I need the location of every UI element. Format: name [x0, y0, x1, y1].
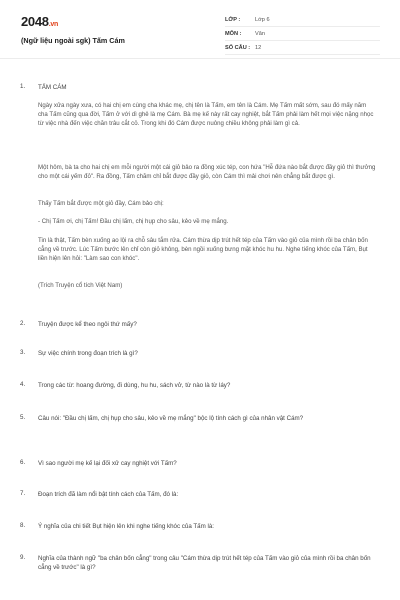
logo-suffix: .vn — [48, 21, 58, 28]
question-text: Đoạn trích đã làm nổi bật tính cách của Tấm, đó là: — [38, 491, 179, 498]
question-number: 6. — [20, 459, 26, 466]
passage-paragraph: - Chị Tấm ơi, chị Tấm! Đầu chị lấm, chị hụp cho sâu, kẻo về mẹ mắng. — [38, 218, 229, 225]
question-number: 4. — [20, 381, 26, 388]
document-title: (Ngữ liệu ngoài sgk) Tấm Cám — [21, 36, 125, 45]
question-number: 5. — [20, 414, 26, 421]
question-item — [0, 83, 400, 289]
passage-title: TẤM CÁM — [38, 84, 67, 91]
meta-row-subject — [225, 27, 380, 41]
question-text: Câu nói: "Đầu chị lấm, chị hụp cho sâu, kẻo về mẹ mắng" bộc lộ tính cách gì của nhân vật Cám? — [38, 415, 304, 422]
passage-paragraph: Ngày xửa ngày xưa, có hai chị em cùng cha khác mẹ, chị tên là Tấm, em tên là Cám. Mẹ Tấm mất sớm, sau đó mấy năm cha Tấm cũng qua đời, Tấm ở với dì ghẻ là mẹ Cám. Bà mẹ kế này rất cay nghiệt, bắt Tấm phải làm hết mọi việc nặng nhọc từ việc nhà đến việc chăn trâu cắt cỏ. Trong khi đó Cám được nuông chiều không phải làm gì cả. — [38, 102, 374, 128]
passage-paragraph: Một hôm, bà ta cho hai chị em mỗi người một cái giỏ bảo ra đồng xúc tép, con hứa "Hễ đứa nào bắt được đầy giỏ thì thưởng cho một cái yếm đỏ". Ra đồng, Tấm chăm chỉ bắt được đầy giỏ, còn Cám thì mải chơi nên chẳng bắt được gì. — [38, 164, 376, 181]
question-text: Ý nghĩa của chi tiết Bụt hiện lên khi nghe tiếng khóc của Tấm là: — [38, 523, 214, 530]
question-text: Vì sao người mẹ kế lại đối xử cay nghiệt với Tấm? — [38, 460, 177, 467]
meta-key: MÔN : — [225, 31, 242, 37]
question-number: 3. — [20, 349, 26, 356]
meta-table — [225, 13, 380, 55]
meta-value: Văn — [255, 31, 265, 37]
passage-paragraph: Tin là thật, Tấm bèn xuống ao lội ra chỗ sâu tắm rửa. Cám thừa dịp trút hết tép của Tấm vào giỏ của mình rồi ba chân bốn cẳng về trước. Lúc Tấm bước lên chỉ còn giỏ không, bèn ngồi xuống bưng mặt khóc hu hu. Nghe tiếng khóc của Tấm, Bụt liền hiện lên hỏi: "Làm sao con khóc". — [38, 237, 368, 263]
question-text: Trong các từ: hoang đường, đi dùng, hu hu, sách vở, từ nào là từ láy? — [38, 382, 231, 389]
passage-source: (Trích Truyện cổ tích Việt Nam) — [38, 282, 123, 289]
question-number: 2. — [20, 320, 26, 327]
meta-value: 12 — [255, 45, 262, 51]
question-text: Nghĩa của thành ngữ "ba chân bốn cẳng" trong câu "Cám thừa dịp trút hết tép của Tấm vào giỏ của mình rồi ba chân bốn cẳng về trước" là gì? — [38, 555, 371, 571]
question-text: Truyện được kể theo ngôi thứ mấy? — [38, 321, 137, 328]
question-number: 9. — [20, 554, 26, 561]
passage-paragraph: Thấy Tấm bắt được một giỏ đầy, Cám bảo chị: — [38, 200, 164, 207]
meta-value: Lớp 6 — [255, 17, 270, 23]
question-number: 8. — [20, 522, 26, 529]
question-text: Sự việc chính trong đoạn trích là gì? — [38, 350, 138, 357]
logo-main: 2048 — [21, 14, 49, 29]
meta-row-grade — [225, 13, 380, 27]
meta-key: LỚP : — [225, 17, 241, 23]
meta-key: SỐ CÂU : — [225, 45, 251, 51]
question-number: 1. — [20, 83, 26, 90]
site-logo[interactable] — [21, 14, 58, 29]
meta-row-question-count — [225, 41, 380, 55]
page-header — [0, 0, 400, 59]
question-number: 7. — [20, 490, 26, 497]
